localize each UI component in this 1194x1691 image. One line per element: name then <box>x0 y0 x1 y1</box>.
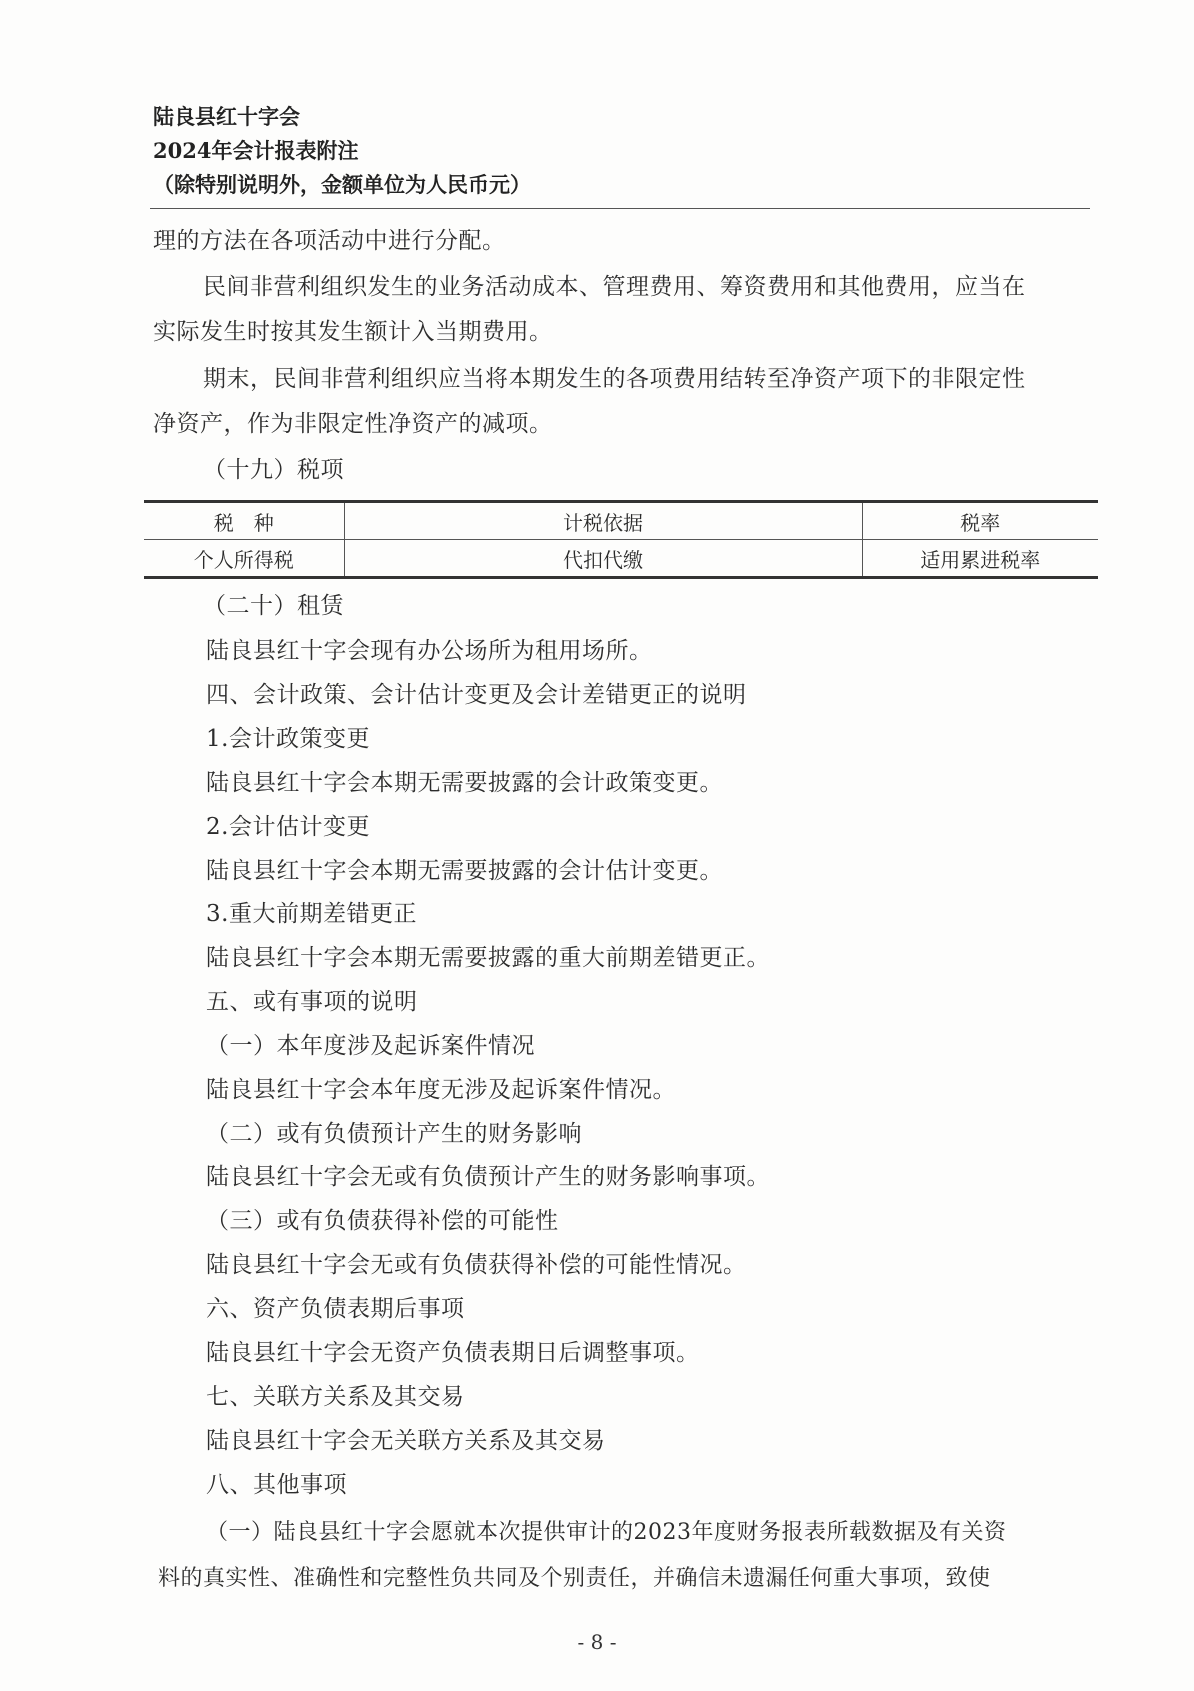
body-line: 陆良县红十字会无或有负债预计产生的财务影响事项。 <box>206 1164 770 1190</box>
section-heading: （十九）税项 <box>203 457 344 483</box>
table-cell: 代扣代缴 <box>344 540 862 578</box>
section-heading: 四、会计政策、会计估计变更及会计差错更正的说明 <box>206 682 747 708</box>
table-header-cell: 税 种 <box>144 502 344 540</box>
section-heading: （二十）租赁 <box>203 593 344 619</box>
table-cell: 适用累进税率 <box>862 540 1098 578</box>
section-heading: 七、关联方关系及其交易 <box>206 1384 465 1410</box>
table-row <box>144 540 1098 578</box>
body-line: （一）陆良县红十字会愿就本次提供审计的2023年度财务报表所载数据及有关资 <box>206 1520 1007 1545</box>
body-line: 陆良县红十字会本期无需要披露的会计政策变更。 <box>206 770 723 796</box>
header-rule <box>150 208 1090 209</box>
header-unit-note: （除特别说明外，金额单位为人民币元） <box>153 172 531 197</box>
table-header-cell: 计税依据 <box>344 502 862 540</box>
section-heading: 1.会计政策变更 <box>206 726 370 752</box>
section-heading: （二）或有负债预计产生的财务影响 <box>206 1121 582 1147</box>
tax-table <box>144 500 1098 579</box>
table-header-cell: 税率 <box>862 502 1098 540</box>
header-title: 2024年会计报表附注 <box>153 138 359 163</box>
section-heading: 八、其他事项 <box>206 1472 347 1498</box>
section-heading: 2.会计估计变更 <box>206 814 370 840</box>
body-line: 料的真实性、准确性和完整性负共同及个别责任，并确信未遗漏任何重大事项，致使 <box>158 1566 991 1591</box>
body-line: 陆良县红十字会本期无需要披露的重大前期差错更正。 <box>206 945 770 971</box>
body-line: 实际发生时按其发生额计入当期费用。 <box>153 319 553 345</box>
body-line: 期末，民间非营利组织应当将本期发生的各项费用结转至净资产项下的非限定性 <box>203 366 1026 392</box>
body-line: 陆良县红十字会无关联方关系及其交易 <box>206 1428 606 1454</box>
body-line: 陆良县红十字会现有办公场所为租用场所。 <box>206 638 653 664</box>
section-heading: 六、资产负债表期后事项 <box>206 1296 465 1322</box>
body-line: 陆良县红十字会无或有负债获得补偿的可能性情况。 <box>206 1252 747 1278</box>
section-heading: 3.重大前期差错更正 <box>206 901 417 927</box>
body-line: 陆良县红十字会无资产负债表期日后调整事项。 <box>206 1340 700 1366</box>
page-number: - 8 - <box>577 1630 617 1654</box>
body-line: 理的方法在各项活动中进行分配。 <box>153 228 506 254</box>
table-cell: 个人所得税 <box>193 547 294 572</box>
body-line: 净资产，作为非限定性净资产的减项。 <box>153 411 553 437</box>
section-heading: 五、或有事项的说明 <box>206 989 418 1015</box>
body-line: 陆良县红十字会本期无需要披露的会计估计变更。 <box>206 858 723 884</box>
section-heading: （一）本年度涉及起诉案件情况 <box>206 1033 535 1059</box>
table-header-row <box>144 502 1098 540</box>
page-header <box>153 100 531 202</box>
body-line: 陆良县红十字会本年度无涉及起诉案件情况。 <box>206 1077 676 1103</box>
header-org: 陆良县红十字会 <box>153 104 300 129</box>
section-heading: （三）或有负债获得补偿的可能性 <box>206 1208 559 1234</box>
body-line: 民间非营利组织发生的业务活动成本、管理费用、筹资费用和其他费用，应当在 <box>203 274 1026 300</box>
